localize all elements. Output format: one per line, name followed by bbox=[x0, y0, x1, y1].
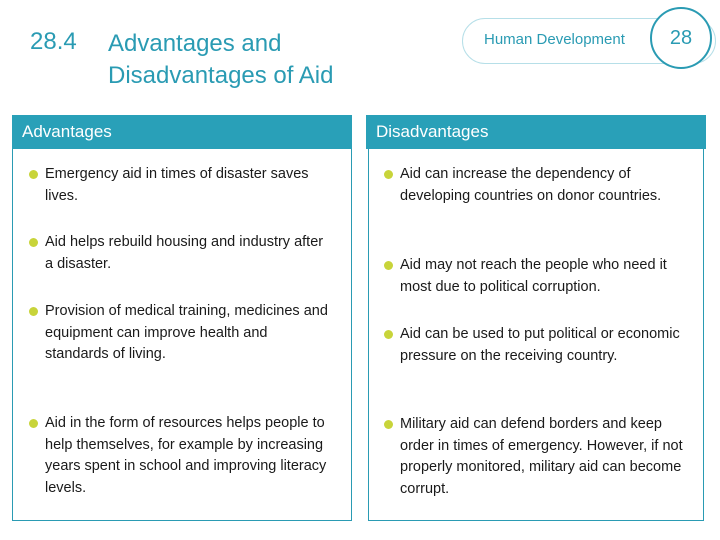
advantages-heading: Advantages bbox=[12, 115, 352, 149]
advantage-item bbox=[45, 301, 330, 366]
bullet-icon bbox=[29, 238, 38, 247]
disadvantage-item bbox=[400, 164, 696, 207]
disadvantages-heading: Disadvantages bbox=[366, 115, 706, 149]
bullet-icon bbox=[29, 170, 38, 179]
advantage-item bbox=[45, 164, 330, 207]
disadvantage-text: Aid can be used to put political or economic pressure on the receiving country. bbox=[400, 326, 680, 364]
advantage-text: Emergency aid in times of disaster saves lives. bbox=[45, 166, 309, 204]
disadvantage-item bbox=[400, 414, 696, 500]
section-number: 28.4 bbox=[30, 28, 77, 55]
disadvantage-text: Military aid can defend borders and keep order in times of emergency. However, if not properly monitored, military aid can become corrupt. bbox=[400, 416, 683, 497]
chapter-label: Human Development bbox=[484, 31, 625, 48]
bullet-icon bbox=[384, 330, 393, 339]
bullet-icon bbox=[384, 261, 393, 270]
disadvantage-item bbox=[400, 324, 696, 367]
advantage-text: Provision of medical training, medicines and equipment can improve health and standards of living. bbox=[45, 303, 328, 362]
bullet-icon bbox=[29, 419, 38, 428]
bullet-icon bbox=[384, 170, 393, 179]
disadvantage-text: Aid may not reach the people who need it most due to political corruption. bbox=[400, 257, 667, 295]
advantage-item bbox=[45, 413, 330, 499]
bullet-icon bbox=[384, 420, 393, 429]
disadvantage-item bbox=[400, 255, 696, 298]
disadvantage-text: Aid can increase the dependency of developing countries on donor countries. bbox=[400, 166, 662, 204]
advantage-item bbox=[45, 232, 330, 275]
advantage-text: Aid in the form of resources helps people to help themselves, for example by increasing years spent in school and improving literacy levels. bbox=[45, 415, 327, 496]
page-title: Advantages and Disadvantages of Aid bbox=[108, 30, 334, 89]
advantage-text: Aid helps rebuild housing and industry after a disaster. bbox=[45, 234, 324, 272]
bullet-icon bbox=[29, 307, 38, 316]
chapter-number: 28 bbox=[669, 27, 693, 49]
